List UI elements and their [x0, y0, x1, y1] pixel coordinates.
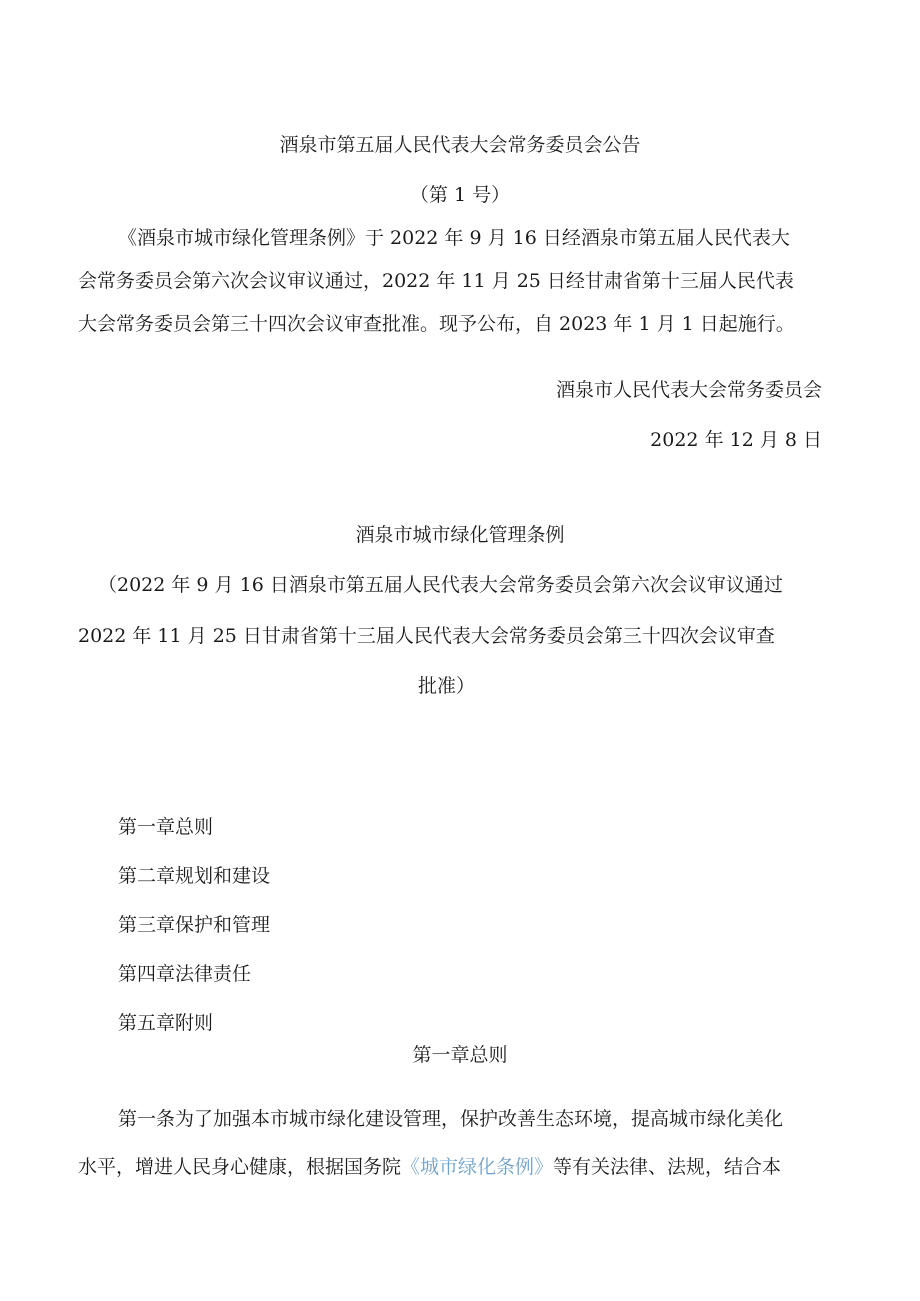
toc-item: 第四章法律责任 [118, 963, 252, 985]
regulation-title: 酒泉市城市绿化管理条例 [355, 524, 565, 546]
toc-item: 第五章附则 [118, 1012, 214, 1034]
toc-item: 第二章规划和建设 [118, 865, 271, 887]
notice-body-line: 《酒泉市城市绿化管理条例》于 2022 年 9 月 16 日经酒泉市第五届人民代表大 [118, 227, 790, 249]
notice-body-line: 会常务委员会第六次会议审议通过，2022 年 11 月 25 日经甘肃省第十三届人民代表 [78, 270, 794, 292]
article-1-line: 第一条为了加强本市城市绿化建设管理，保护改善生态环境，提高城市绿化美化 [118, 1108, 784, 1130]
article-1-text: 水平，增进人民身心健康，根据国务院 [78, 1156, 402, 1178]
article-1-text: 等有关法律、法规，结合本 [553, 1156, 782, 1178]
notice-issuer: 酒泉市人民代表大会常务委员会 [555, 379, 822, 401]
chapter-heading: 第一章总则 [412, 1044, 508, 1066]
approval-line: （2022 年 9 月 16 日酒泉市第五届人民代表大会常务委员会第六次会议审议通过 [98, 574, 783, 596]
article-1-line [78, 1155, 781, 1179]
toc-item: 第一章总则 [118, 816, 214, 838]
notice-date: 2022 年 12 月 8 日 [650, 429, 822, 451]
notice-number: （第 1 号） [409, 184, 511, 206]
notice-title: 酒泉市第五届人民代表大会常务委员会公告 [279, 134, 641, 156]
notice-body-line: 大会常务委员会第三十四次会议审查批准。现予公布，自 2023 年 1 月 1 日起施行。 [78, 313, 795, 335]
approval-line: 批准） [418, 675, 476, 697]
approval-line: 2022 年 11 月 25 日甘肃省第十三届人民代表大会常务委员会第三十四次会议审查 [78, 625, 775, 647]
city-greening-regulation-link[interactable]: 《城市绿化条例》 [401, 1156, 554, 1178]
toc-item: 第三章保护和管理 [118, 914, 271, 936]
